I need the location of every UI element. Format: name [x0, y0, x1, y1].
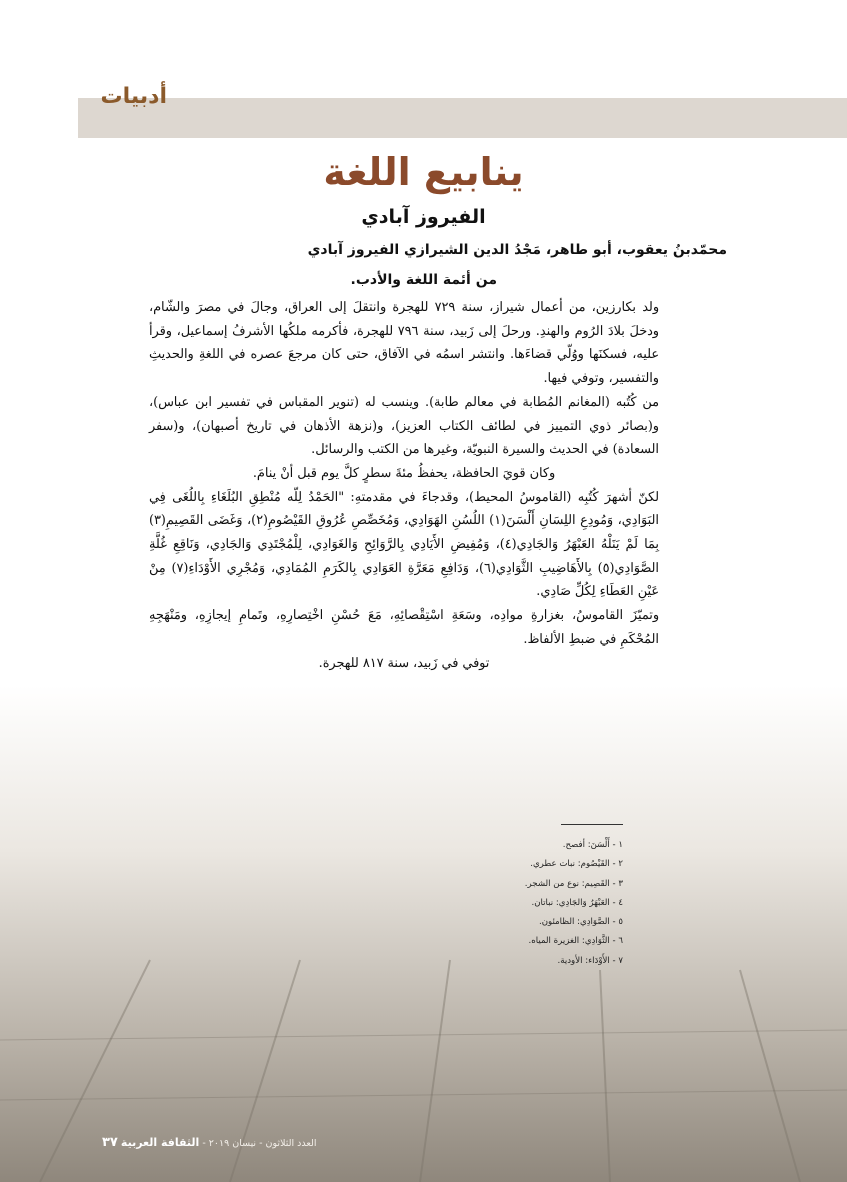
- footnote-item: ٣ - القَصِيم: نوع من الشجر.: [524, 878, 623, 889]
- page-number: ٣٧: [102, 1135, 118, 1150]
- footnote-divider: [561, 824, 623, 825]
- article-subject: الفيروز آبادي: [361, 206, 486, 228]
- footnote-item: ٦ - الثَّوَادِي: الغزيرة المياه.: [528, 936, 623, 947]
- page-footer: [96, 1135, 317, 1150]
- footer-magazine-name: الثقافة العربية: [120, 1136, 200, 1149]
- footnote-item: ٢ - القَيْصُوم: نبات عطري.: [530, 859, 623, 870]
- paragraph-death: توفي في زَبيد، سنة ٨١٧ للهجرة.: [318, 655, 490, 671]
- section-header-band: [78, 98, 847, 138]
- paragraph-works: من كُتُبه (المغانم المُطابة في معالم طابة). وينسب له (تنوير المقباس في تفسير ابن عباس)، و(بصائر ذوي التمييز في لطائف الكتاب العزيز)، و(نزهة الأذهان في تاريخ أصبهان)، و(سفر السعادة) في الحديث والسيرة النبويّة، وغيرها من الكتب والرسائل.: [149, 394, 659, 458]
- section-label: أدبيات: [100, 84, 167, 109]
- paragraph-qamus-features: وتميّزَ القاموسُ، بغزارةِ موادِه، وسَعَةِ اسْتِقْصائِهِ، مَعَ حُسْنِ اخْتِصارِهِ، وتَمامِ إيجازِهِ، ومَنْهَجِهِ المُحْكَمِ في ضبطِ الألفاظ.: [149, 608, 659, 647]
- subject-role: من أئمة اللغة والأدب.: [350, 272, 497, 288]
- article-body: [149, 296, 659, 675]
- paragraph-memory: وكان قويَ الحافظة، يحفظُ مئةَ سطرٍ كلَّ يوم قبل أنْ ينامَ.: [252, 465, 556, 481]
- footnote-item: ٤ - العَبْهَرُ وَالجَادِي: نباتان.: [531, 897, 623, 908]
- footnote-item: ٥ - الصَّوَادِي: الظامئون.: [538, 917, 623, 928]
- footnotes-list: [383, 836, 623, 971]
- paragraph-biography: ولد بكارزين، من أعمال شيراز، سنة ٧٢٩ للهجرة وانتقلَ إلى العراق، وجالَ في مصرَ والشّام، ودخلَ بلادَ الرُوم والهندِ. ورحلَ إلى زَبيد، سنة ٧٩٦ للهجرة، فأكرمه ملكُها الأشرفُ إسماعيل، وقرأ عليه، فسكنَها ووُلّي قضاءَها. وانتشر اسمُه في الآفاق، حتى كان مرجعَ عصره في اللغةِ والحديثِ والتفسير، وتوفي فيها.: [149, 300, 659, 387]
- footer-issue: العدد الثلاثون - نيسان ٢٠١٩ -: [202, 1138, 317, 1149]
- paragraph-qamus: لكنّ أشهرَ كُتُبِه (القاموسُ المحيط)، وقدجاءَ في مقدمتهِ: "الحَمْدُ لِلّه مُنْطِقِ البُلَغَاءِ بِاللُغَى فِي البَوَادِي، وَمُودِعِ اللِسَانِ أَلْسَنَ(١) اللُسُنِ الهَوَادِي، وَمُخَصِّصِ عُرُوقِ القَيْصُومِ(٢)، وَغَضَى القَصِيمِ(٣) بِمَا لَمْ يَنَلْهُ العَبْهَرُ وَالجَادِي(٤)، وَمُفِيضِ الأَيَادِي بِالرَّوَائِحِ وَالغَوَادِي، لِلْمُجْتَدِي وَالجَادِي، وَنَاقِعِ غُلَّةِ الصَّوَادِي(٥) بِالأَهَاضِيبِ الثَّوَادِي(٦)، وَدَافِعِ مَعَرَّةِ العَوَادِي بِالكَرَمِ المُمَادِي، وَمُجْرِي الأَوْدَاءِ(٧) مِنْ عَيْنِ العَطَاءِ لِكُلِّ صَادِي.: [149, 489, 659, 600]
- subject-full-name: محمّدبنُ يعقوب، أبو طاهر، مَجْدُ الدين الشيرازي الفيروز آبادي: [307, 242, 727, 258]
- page-title: ينابيع اللغة: [323, 150, 524, 194]
- footnote-item: ١ - أَلْسَنَ: أفصح.: [562, 840, 623, 850]
- footnote-item: ٧ - الأَوْدَاء: الأودية.: [557, 955, 623, 966]
